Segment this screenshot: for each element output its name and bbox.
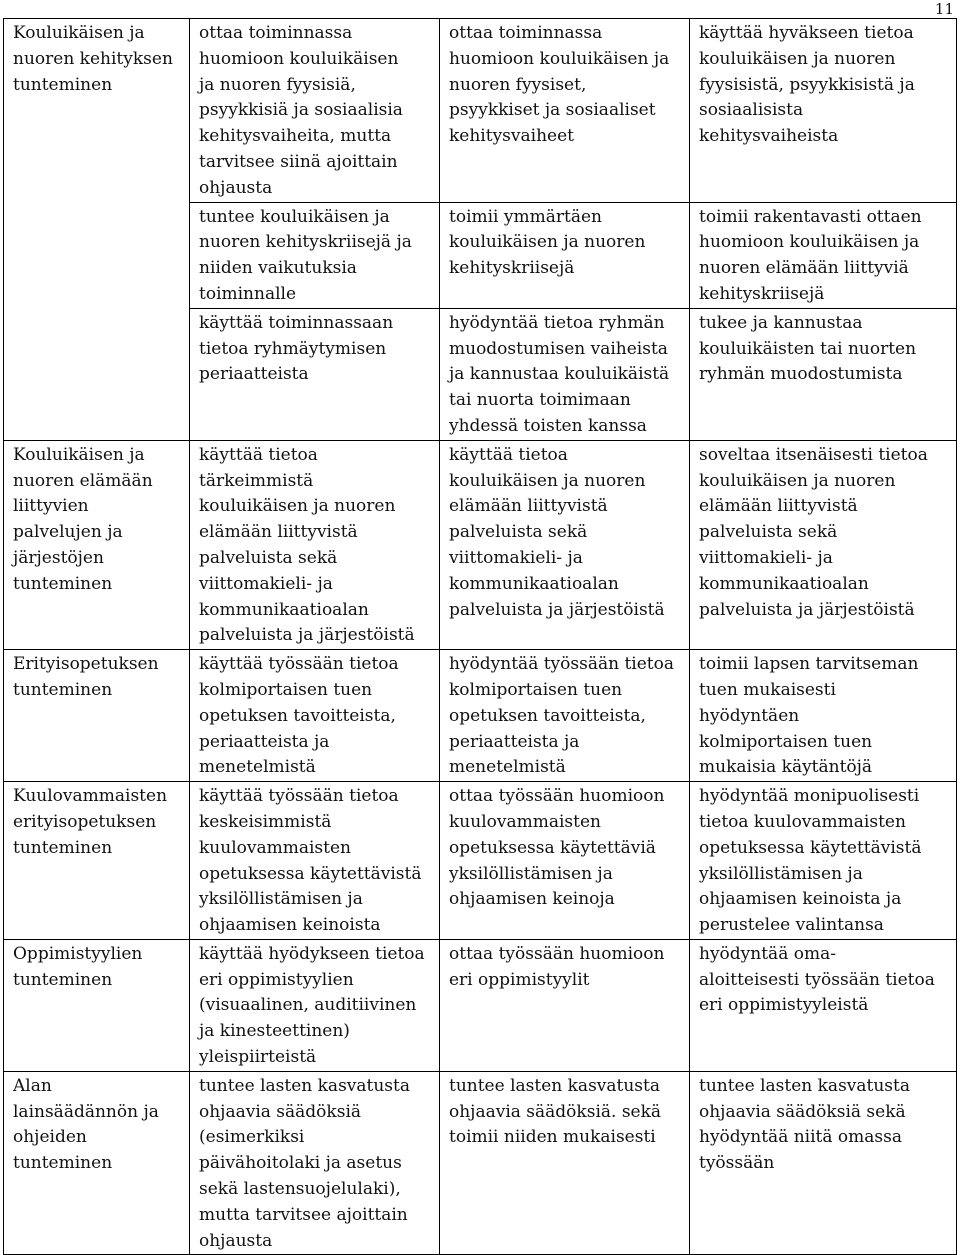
table-row: [4, 939, 957, 1071]
level-cell: ottaa työssään huomioon eri oppimistyylit: [440, 939, 690, 1071]
level-cell: käyttää toiminnassaan tietoa ryhmäytymisen periaatteista: [190, 308, 440, 440]
topic-cell: Kouluikäisen ja nuoren elämään liittyvien palvelujen ja järjestöjen tunteminen: [4, 440, 190, 649]
level-cell: hyödyntää oma- aloitteisesti työssään tietoa eri oppimistyyleistä: [690, 939, 957, 1071]
level-cell: ottaa toiminnassa huomioon kouluikäisen ja nuoren fyysiset, psyykkiset ja sosiaaliset kehitysvaiheet: [440, 19, 690, 203]
level-cell: tuntee lasten kasvatusta ohjaavia säädöksiä (esimerkiksi päivähoitolaki ja asetus sekä lastensuojelulaki), mutta tarvitsee ajoittain ohjausta: [190, 1071, 440, 1255]
topic-cell: Oppimistyylien tunteminen: [4, 939, 190, 1071]
topic-cell: Kuulovammaisten erityisopetuksen tunteminen: [4, 782, 190, 940]
table-row: [4, 782, 957, 940]
table-row: [4, 19, 957, 203]
level-cell: käyttää hyväkseen tietoa kouluikäisen ja nuoren fyysisistä, psyykkisistä ja sosiaalisista kehitysvaiheista: [690, 19, 957, 203]
topic-cell: Erityisopetuksen tunteminen: [4, 650, 190, 782]
level-cell: soveltaa itsenäisesti tietoa kouluikäisen ja nuoren elämään liittyvistä palveluista sekä viittomakieli- ja kommunikaatioalan palveluista ja järjestöistä: [690, 440, 957, 649]
level-cell: hyödyntää monipuolisesti tietoa kuulovammaisten opetuksessa käytettävistä yksilöllistämisen ja ohjaamisen keinoista ja perustelee valintansa: [690, 782, 957, 940]
level-cell: tuntee lasten kasvatusta ohjaavia säädöksiä sekä hyödyntää niitä omassa työssään: [690, 1071, 957, 1255]
page-number: 11: [934, 0, 954, 18]
level-cell: ottaa toiminnassa huomioon kouluikäisen ja nuoren fyysisiä, psyykkisiä ja sosiaalisia kehitysvaiheita, mutta tarvitsee siinä ajoittain ohjausta: [190, 19, 440, 203]
level-cell: ottaa työssään huomioon kuulovammaisten opetuksessa käytettäviä yksilöllistämisen ja ohjaamisen keinoja: [440, 782, 690, 940]
level-cell: hyödyntää tietoa ryhmän muodostumisen vaiheista ja kannustaa kouluikäistä tai nuorta toimimaan yhdessä toisten kanssa: [440, 308, 690, 440]
level-cell: toimii ymmärtäen kouluikäisen ja nuoren kehityskriisejä: [440, 202, 690, 308]
level-cell: toimii lapsen tarvitseman tuen mukaisesti hyödyntäen kolmiportaisen tuen mukaisia käytäntöjä: [690, 650, 957, 782]
table-row: [4, 440, 957, 649]
level-cell: käyttää tietoa tärkeimmistä kouluikäisen ja nuoren elämään liittyvistä palveluista sekä viittomakieli- ja kommunikaatioalan palveluista ja järjestöistä: [190, 440, 440, 649]
level-cell: käyttää tietoa kouluikäisen ja nuoren elämään liittyvistä palveluista sekä viittomakieli- ja kommunikaatioalan palveluista ja järjestöistä: [440, 440, 690, 649]
level-cell: hyödyntää työssään tietoa kolmiportaisen tuen opetuksen tavoitteista, periaatteista ja menetelmistä: [440, 650, 690, 782]
table-row: [4, 650, 957, 782]
level-cell: tuntee lasten kasvatusta ohjaavia säädöksiä. sekä toimii niiden mukaisesti: [440, 1071, 690, 1255]
criteria-table: [3, 18, 957, 1255]
topic-cell: Kouluikäisen ja nuoren kehityksen tunteminen: [4, 19, 190, 441]
level-cell: tuntee kouluikäisen ja nuoren kehityskriisejä ja niiden vaikutuksia toiminnalle: [190, 202, 440, 308]
table-row: [4, 1071, 957, 1255]
level-cell: käyttää työssään tietoa kolmiportaisen tuen opetuksen tavoitteista, periaatteista ja menetelmistä: [190, 650, 440, 782]
level-cell: käyttää työssään tietoa keskeisimmistä kuulovammaisten opetuksessa käytettävistä yksilöllistämisen ja ohjaamisen keinoista: [190, 782, 440, 940]
level-cell: tukee ja kannustaa kouluikäisten tai nuorten ryhmän muodostumista: [690, 308, 957, 440]
level-cell: toimii rakentavasti ottaen huomioon kouluikäisen ja nuoren elämään liittyviä kehityskriisejä: [690, 202, 957, 308]
level-cell: käyttää hyödykseen tietoa eri oppimistyylien (visuaalinen, auditiivinen ja kinesteettinen) yleispiirteistä: [190, 939, 440, 1071]
topic-cell: Alan lainsäädännön ja ohjeiden tunteminen: [4, 1071, 190, 1255]
